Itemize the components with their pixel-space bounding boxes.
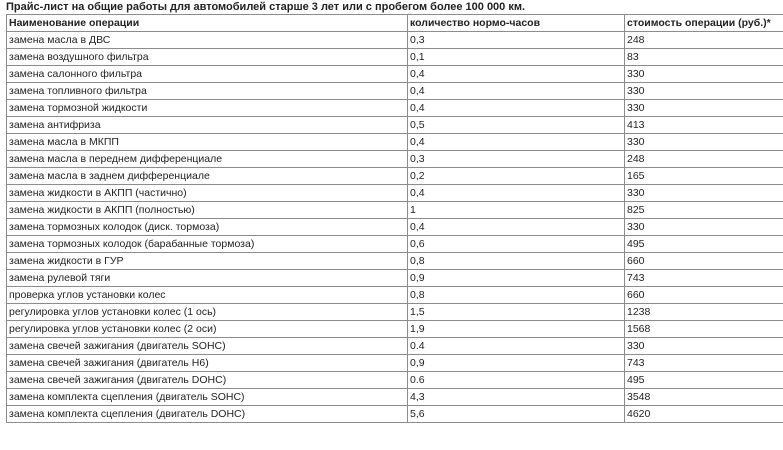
cost-cell: 4620	[625, 406, 783, 423]
table-row	[7, 100, 783, 117]
hours-cell: 0,8	[408, 287, 625, 304]
hours-cell: 1	[408, 202, 625, 219]
cost-cell: 165	[625, 168, 783, 185]
cost-cell: 1238	[625, 304, 783, 321]
cost-cell: 495	[625, 236, 783, 253]
table-row	[7, 83, 783, 100]
table-row	[7, 185, 783, 202]
operation-cell: регулировка углов установки колес (1 ось)	[7, 304, 408, 321]
operation-cell: проверка углов установки колес	[7, 287, 408, 304]
cost-cell: 330	[625, 83, 783, 100]
cost-cell: 3548	[625, 389, 783, 406]
cost-cell: 495	[625, 372, 783, 389]
cost-cell: 330	[625, 185, 783, 202]
operation-cell: замена тормозной жидкости	[7, 100, 408, 117]
cost-cell: 83	[625, 49, 783, 66]
table-row	[7, 338, 783, 355]
operation-cell: замена масла в переднем дифференциале	[7, 151, 408, 168]
hours-cell: 5,6	[408, 406, 625, 423]
operation-cell: замена антифриза	[7, 117, 408, 134]
price-table	[6, 14, 783, 423]
hours-cell: 0,4	[408, 66, 625, 83]
hours-cell: 0,6	[408, 236, 625, 253]
column-header-hours: количество нормо-часов	[408, 15, 625, 32]
table-row	[7, 270, 783, 287]
operation-cell: замена масла в МКПП	[7, 134, 408, 151]
table-row	[7, 236, 783, 253]
cost-cell: 330	[625, 100, 783, 117]
operation-cell: замена жидкости в АКПП (полностью)	[7, 202, 408, 219]
hours-cell: 0,2	[408, 168, 625, 185]
operation-cell: замена комплекта сцепления (двигатель SOHC)	[7, 389, 408, 406]
table-row	[7, 117, 783, 134]
cost-cell: 660	[625, 287, 783, 304]
operation-cell: замена масла в ДВС	[7, 32, 408, 49]
table-row	[7, 287, 783, 304]
operation-cell: замена жидкости в ГУР	[7, 253, 408, 270]
hours-cell: 0.4	[408, 338, 625, 355]
hours-cell: 0,1	[408, 49, 625, 66]
operation-cell: замена свечей зажигания (двигатель H6)	[7, 355, 408, 372]
operation-cell: замена жидкости в АКПП (частично)	[7, 185, 408, 202]
cost-cell: 743	[625, 270, 783, 287]
hours-cell: 0,4	[408, 100, 625, 117]
table-row	[7, 321, 783, 338]
cost-cell: 743	[625, 355, 783, 372]
table-row	[7, 355, 783, 372]
cost-cell: 330	[625, 338, 783, 355]
table-header-row	[7, 15, 783, 32]
page-title: Прайс-лист на общие работы для автомобилей старше 3 лет или с пробегом более 100 000 км.	[6, 1, 526, 13]
table-row	[7, 372, 783, 389]
hours-cell: 0,4	[408, 83, 625, 100]
table-body	[7, 32, 783, 423]
table-row	[7, 66, 783, 83]
operation-cell: замена масла в заднем дифференциале	[7, 168, 408, 185]
hours-cell: 1,9	[408, 321, 625, 338]
hours-cell: 0,9	[408, 270, 625, 287]
cost-cell: 1568	[625, 321, 783, 338]
hours-cell: 1,5	[408, 304, 625, 321]
cost-cell: 330	[625, 66, 783, 83]
column-header-cost: стоимость операции (руб.)*	[625, 15, 783, 32]
hours-cell: 4,3	[408, 389, 625, 406]
cost-cell: 330	[625, 134, 783, 151]
cost-cell: 248	[625, 32, 783, 49]
operation-cell: замена воздушного фильтра	[7, 49, 408, 66]
cost-cell: 825	[625, 202, 783, 219]
operation-cell: регулировка углов установки колес (2 оси)	[7, 321, 408, 338]
operation-cell: замена тормозных колодок (барабанные тормоза)	[7, 236, 408, 253]
hours-cell: 0,4	[408, 219, 625, 236]
cost-cell: 330	[625, 219, 783, 236]
hours-cell: 0.6	[408, 372, 625, 389]
table-row	[7, 151, 783, 168]
cost-cell: 660	[625, 253, 783, 270]
hours-cell: 0,9	[408, 355, 625, 372]
hours-cell: 0,4	[408, 134, 625, 151]
table-row	[7, 389, 783, 406]
hours-cell: 0,3	[408, 151, 625, 168]
table-row	[7, 134, 783, 151]
operation-cell: замена свечей зажигания (двигатель SOHC)	[7, 338, 408, 355]
cost-cell: 248	[625, 151, 783, 168]
hours-cell: 0,8	[408, 253, 625, 270]
hours-cell: 0,4	[408, 185, 625, 202]
operation-cell: замена топливного фильтра	[7, 83, 408, 100]
table-row	[7, 406, 783, 423]
operation-cell: замена свечей зажигания (двигатель DOHC)	[7, 372, 408, 389]
operation-cell: замена салонного фильтра	[7, 66, 408, 83]
operation-cell: замена тормозных колодок (диск. тормоза)	[7, 219, 408, 236]
table-row	[7, 49, 783, 66]
cost-cell: 413	[625, 117, 783, 134]
operation-cell: замена рулевой тяги	[7, 270, 408, 287]
hours-cell: 0,5	[408, 117, 625, 134]
operation-cell: замена комплекта сцепления (двигатель DOHC)	[7, 406, 408, 423]
table-row	[7, 304, 783, 321]
table-row	[7, 168, 783, 185]
hours-cell: 0,3	[408, 32, 625, 49]
column-header-operation: Наименование операции	[7, 15, 408, 32]
table-row	[7, 253, 783, 270]
table-row	[7, 219, 783, 236]
table-row	[7, 32, 783, 49]
table-row	[7, 202, 783, 219]
